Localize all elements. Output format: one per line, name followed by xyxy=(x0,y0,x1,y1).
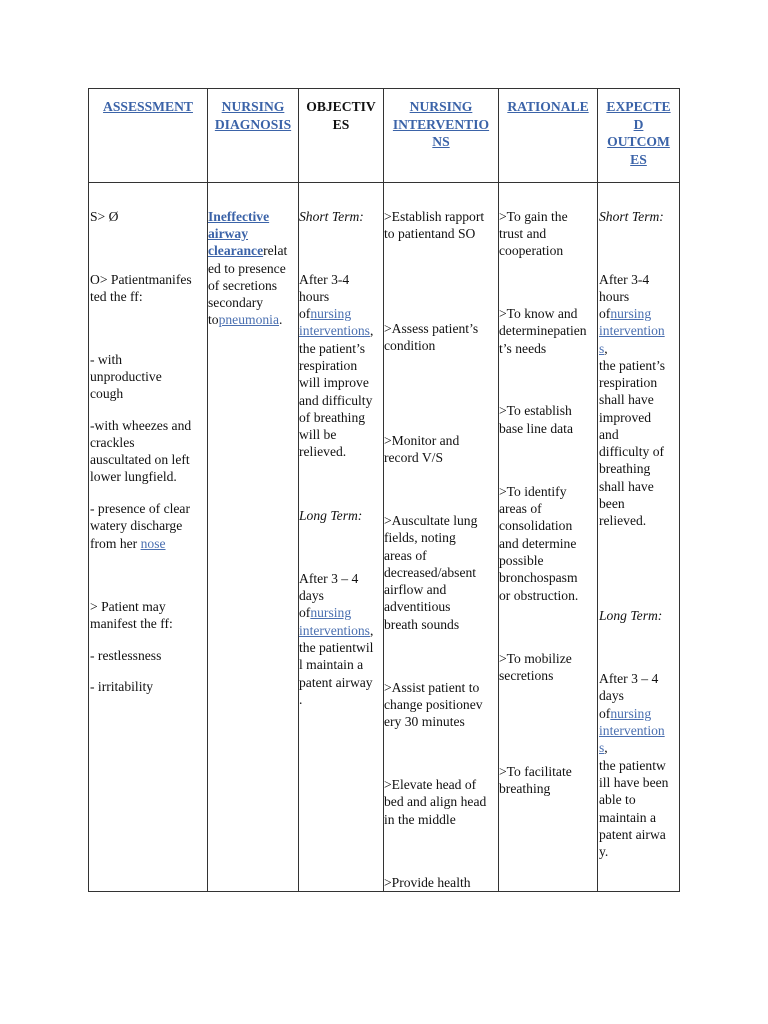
objectives-short-line6: respiration xyxy=(299,358,358,373)
assessment-wheezes-line2: crackles xyxy=(90,435,135,450)
rationale-identify-line4: and determine xyxy=(499,536,577,551)
link-interventions[interactable]: interventions xyxy=(299,323,370,338)
objectives-short-line5: the patient’s xyxy=(299,341,366,356)
outcomes-long-line11: y. xyxy=(599,844,609,859)
outcomes-short-line5: s, xyxy=(599,341,608,356)
header-expected-outcomes[interactable] xyxy=(598,98,679,168)
objectives-long-line1: After 3 – 4 xyxy=(299,571,359,586)
objectives-short-line11: relieved. xyxy=(299,444,347,459)
header-outcomes-line4: ES xyxy=(630,151,647,167)
assessment-cough-line1: - with xyxy=(90,352,123,367)
objectives-long-line4: interventions, xyxy=(299,623,374,638)
header-interventions-line1: NURSING xyxy=(409,99,473,114)
outcomes-short-line1: After 3-4 xyxy=(599,272,650,287)
link-airway[interactable]: airway xyxy=(208,226,249,241)
outcomes-long-line10: patent airwa xyxy=(599,827,666,842)
rationale-baseline-line1: >To establish xyxy=(499,403,572,418)
intervention-rapport-line2: to patientand SO xyxy=(384,226,476,241)
assessment-irritability: - irritability xyxy=(90,679,154,694)
rationale-mobilize-line2: secretions xyxy=(499,668,554,683)
outcomes-long-line6: the patientw xyxy=(599,758,666,773)
rationale-identify-line2: areas of xyxy=(499,501,542,516)
outcomes-short-line2: hours xyxy=(599,289,630,304)
objectives-short-term-label: Short Term: xyxy=(299,209,364,224)
rationale-trust-line1: >To gain the xyxy=(499,209,568,224)
outcomes-long-line8: able to xyxy=(599,792,636,807)
link-interventions-s[interactable]: s xyxy=(599,341,605,356)
objectives-long-line2: days xyxy=(299,588,324,603)
link-ineffective[interactable]: Ineffective xyxy=(208,209,270,224)
outcomes-short-line14: been xyxy=(599,496,625,511)
objectives-short-line8: and difficulty xyxy=(299,393,373,408)
assessment-discharge-line3: from her nose xyxy=(90,536,166,551)
rationale-trust-line3: cooperation xyxy=(499,243,564,258)
header-objectives xyxy=(299,98,383,133)
link-interventions[interactable]: interventions xyxy=(299,623,370,638)
objectives-long-line8: . xyxy=(299,692,303,707)
link-nursing[interactable]: nursing xyxy=(310,306,352,321)
outcomes-short-line6: the patient’s xyxy=(599,358,666,373)
intervention-elevate-line3: in the middle xyxy=(384,812,456,827)
objectives-long-line5: the patientwil xyxy=(299,640,374,655)
intervention-health-line1: >Provide health xyxy=(384,875,471,890)
link-pneumonia[interactable]: pneumonia xyxy=(218,312,279,327)
diagnosis-line7: topneumonia. xyxy=(208,312,283,327)
assessment-wheezes-line4: lower lungfield. xyxy=(90,469,177,484)
intervention-monitor-line1: >Monitor and xyxy=(384,433,460,448)
objectives-long-line7: patent airway xyxy=(299,675,373,690)
header-assessment[interactable]: ASSESSMENT xyxy=(103,99,193,114)
outcomes-long-line5: s, xyxy=(599,740,608,755)
outcomes-long-line3: ofnursing xyxy=(599,706,652,721)
assessment-restlessness: - restlessness xyxy=(90,648,162,663)
rationale-identify-line6: bronchospasm xyxy=(499,570,578,585)
outcomes-short-line15: relieved. xyxy=(599,513,647,528)
objectives-short-line1: After 3-4 xyxy=(299,272,350,287)
assessment-cough-line3: cough xyxy=(90,386,124,401)
objectives-long-term-label: Long Term: xyxy=(299,508,363,523)
header-interventions-line2: INTERVENTIO xyxy=(392,116,490,132)
header-nursing-diagnosis[interactable]: NURSING DIAGNOSIS xyxy=(214,99,292,132)
link-interventions-s[interactable]: s xyxy=(599,740,605,755)
assessment-cough-line2: unproductive xyxy=(90,369,162,384)
column-divider-5 xyxy=(597,88,598,892)
diagnosis-line6: secondary xyxy=(208,295,264,310)
outcomes-short-line9: improved xyxy=(599,410,652,425)
intervention-position-line1: >Assist patient to xyxy=(384,680,480,695)
rationale-needs-line2: determinepatien xyxy=(499,323,587,338)
objectives-short-line7: will improve xyxy=(299,375,369,390)
outcomes-short-line13: shall have xyxy=(599,479,654,494)
rationale-identify-line3: consolidation xyxy=(499,518,573,533)
rationale-trust-line2: trust and xyxy=(499,226,547,241)
header-outcomes-line3: OUTCOM xyxy=(607,134,670,149)
rationale-identify-line7: or obstruction. xyxy=(499,588,579,603)
intervention-auscultate-line1: >Auscultate lung xyxy=(384,513,478,528)
objectives-short-line3: ofnursing xyxy=(299,306,352,321)
outcomes-long-line7: ill have been xyxy=(599,775,669,790)
header-interventions-line3: NS xyxy=(432,134,450,149)
header-outcomes-line1: EXPECTE xyxy=(606,99,671,114)
outcomes-short-line7: respiration xyxy=(599,375,658,390)
link-nursing[interactable]: nursing xyxy=(610,306,652,321)
header-objectives-line2: ES xyxy=(332,116,350,132)
outcomes-short-line8: shall have xyxy=(599,392,654,407)
intervention-auscultate-line5: airflow and xyxy=(384,582,447,597)
header-nursing-interventions[interactable] xyxy=(384,98,498,151)
link-nursing[interactable]: nursing xyxy=(310,605,352,620)
objectives-long-line3: ofnursing xyxy=(299,605,352,620)
rationale-baseline-line2: base line data xyxy=(499,421,573,436)
rationale-needs-line1: >To know and xyxy=(499,306,578,321)
header-row-divider xyxy=(88,182,680,183)
link-intervention[interactable]: intervention xyxy=(599,723,665,738)
intervention-monitor-line2: record V/S xyxy=(384,450,444,465)
header-rationale[interactable]: RATIONALE xyxy=(507,99,589,114)
link-clearance[interactable]: clearance xyxy=(208,243,264,258)
outcomes-short-line3: ofnursing xyxy=(599,306,652,321)
rationale-mobilize-line1: >To mobilize xyxy=(499,651,572,666)
assessment-wheezes-line1: -with wheezes and xyxy=(90,418,192,433)
link-nose[interactable]: nose xyxy=(140,536,166,551)
assessment-discharge-line2: watery discharge xyxy=(90,518,183,533)
objectives-long-line6: l maintain a xyxy=(299,657,364,672)
assessment-subjective: S> Ø xyxy=(90,209,119,224)
assessment-discharge-line1: - presence of clear xyxy=(90,501,190,516)
intervention-auscultate-line3: areas of xyxy=(384,548,427,563)
intervention-auscultate-line2: fields, noting xyxy=(384,530,456,545)
objectives-short-line4: interventions, xyxy=(299,323,374,338)
outcomes-short-line10: and xyxy=(599,427,619,442)
intervention-elevate-line1: >Elevate head of xyxy=(384,777,477,792)
rationale-facilitate-line1: >To facilitate xyxy=(499,764,572,779)
outcomes-short-line12: breathing xyxy=(599,461,651,476)
table-right-border xyxy=(679,88,680,892)
outcomes-long-line9: maintain a xyxy=(599,810,656,825)
outcomes-long-term-label: Long Term: xyxy=(599,608,663,623)
outcomes-long-line1: After 3 – 4 xyxy=(599,671,659,686)
assessment-wheezes-line3: auscultated on left xyxy=(90,452,190,467)
link-intervention[interactable]: intervention xyxy=(599,323,665,338)
link-nursing[interactable]: nursing xyxy=(610,706,652,721)
diagnosis-line5: of secretions xyxy=(208,278,278,293)
header-outcomes-line2: D xyxy=(633,116,644,132)
assessment-may-line2: manifest the ff: xyxy=(90,616,173,631)
assessment-objective-line1: O> Patientmanifes xyxy=(90,272,192,287)
assessment-may-line1: > Patient may xyxy=(90,599,166,614)
outcomes-short-line11: difficulty of xyxy=(599,444,665,459)
intervention-position-line3: ery 30 minutes xyxy=(384,714,465,729)
outcomes-long-line2: days xyxy=(599,688,624,703)
outcomes-short-term-label: Short Term: xyxy=(599,209,664,224)
table-left-border xyxy=(88,88,89,892)
intervention-assess-line1: >Assess patient’s xyxy=(384,321,479,336)
objectives-short-line9: of breathing xyxy=(299,410,366,425)
intervention-auscultate-line6: adventitious xyxy=(384,599,451,614)
table-top-border xyxy=(88,88,680,89)
intervention-assess-line2: condition xyxy=(384,338,436,353)
rationale-identify-line5: possible xyxy=(499,553,544,568)
intervention-position-line2: change positionev xyxy=(384,697,483,712)
intervention-elevate-line2: bed and align head xyxy=(384,794,487,809)
rationale-facilitate-line2: breathing xyxy=(499,781,551,796)
objectives-short-line2: hours xyxy=(299,289,330,304)
intervention-auscultate-line7: breath sounds xyxy=(384,617,460,632)
diagnosis-line3: clearancerelat xyxy=(208,243,288,258)
diagnosis-line4: ed to presence xyxy=(208,261,286,276)
rationale-needs-line3: t’s needs xyxy=(499,341,547,356)
header-objectives-line1: OBJECTIV xyxy=(306,99,376,114)
assessment-objective-line2: ted the ff: xyxy=(90,289,143,304)
rationale-identify-line1: >To identify xyxy=(499,484,567,499)
intervention-rapport-line1: >Establish rapport xyxy=(384,209,485,224)
objectives-short-line10: will be xyxy=(299,427,337,442)
intervention-auscultate-line4: decreased/absent xyxy=(384,565,477,580)
